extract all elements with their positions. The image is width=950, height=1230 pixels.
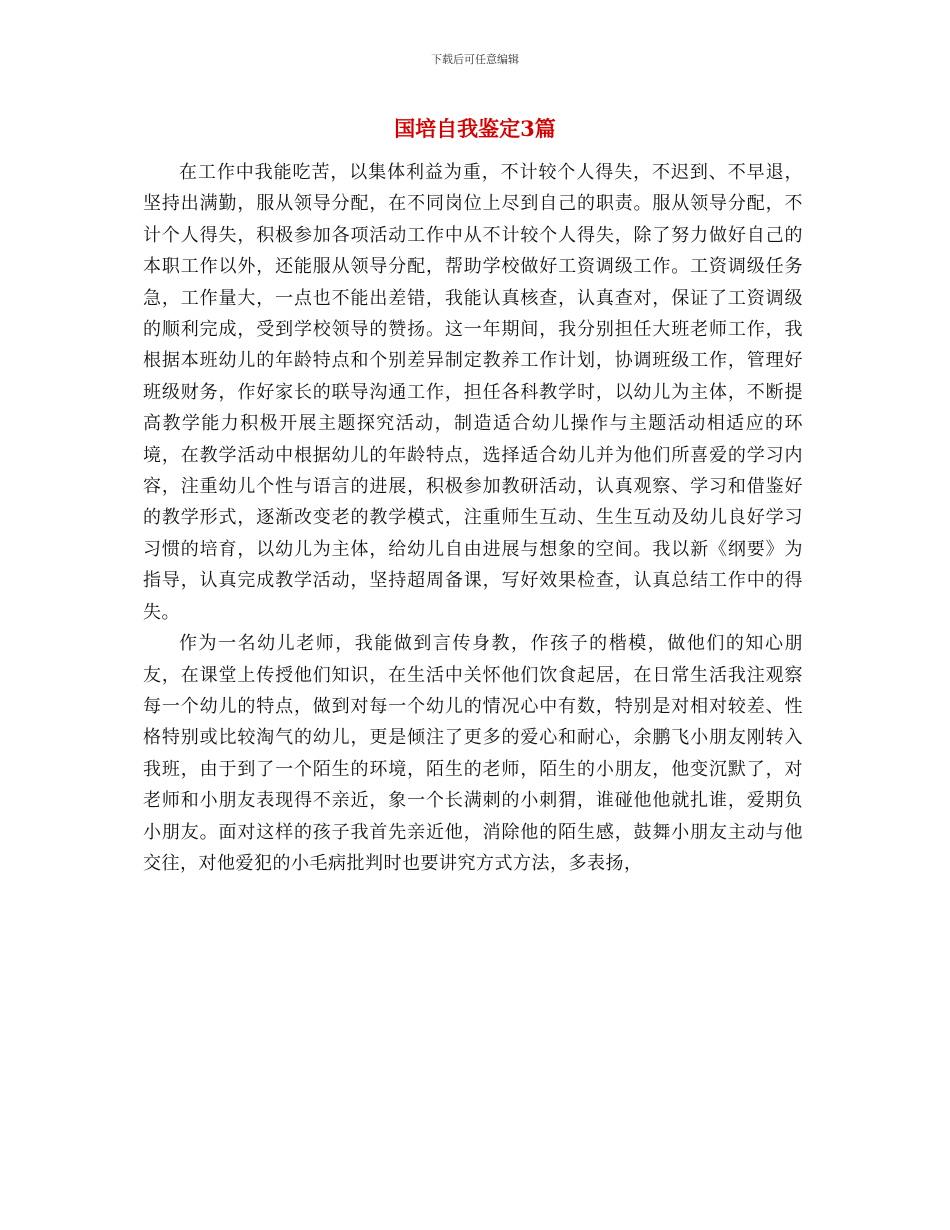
- document-title: 国培自我鉴定3篇: [394, 116, 556, 141]
- document-body: [143, 157, 803, 879]
- paragraph-1: 在工作中我能吃苦，以集体利益为重，不计较个人得失，不迟到、不早退，坚持出满勤，服从领导分配，在不同岗位上尽到自己的职责。服从领导分配，不计个人得失，积极参加各项活动工作中从不计较个人得失，除了努力做好自己的本职工作以外，还能服从领导分配，帮助学校做好工资调级工作。工资调级任务急，工作量大，一点也不能出差错，我能认真核查，认真查对，保证了工资调级的顺利完成，受到学校领导的赞扬。这一年期间，我分别担任大班老师工作，我根据本班幼儿的年龄特点和个别差异制定教养工作计划，协调班级工作，管理好班级财务，作好家长的联导沟通工作，担任各科教学时，以幼儿为主体，不断提高教学能力积极开展主题探究活动，制造适合幼儿操作与主题活动相适应的环境，在教学活动中根据幼儿的年龄特点，选择适合幼儿并为他们所喜爱的学习内容，注重幼儿个性与语言的进展，积极参加教研活动，认真观察、学习和借鉴好的教学形式，逐渐改变老的教学模式，注重师生互动、生生互动及幼儿良好学习习惯的培育，以幼儿为主体，给幼儿自由进展与想象的空间。我以新《纲要》为指导，认真完成教学活动，坚持超周备课，写好效果检查，认真总结工作中的得失。: [143, 162, 803, 623]
- paragraph-2: 作为一名幼儿老师，我能做到言传身教，作孩子的楷模，做他们的知心朋友，在课堂上传授他们知识，在生活中关怀他们饮食起居，在日常生活我注观察每一个幼儿的特点，做到对每一个幼儿的情况心中有数，特别是对相对较差、性格特别或比较淘气的幼儿，更是倾注了更多的爱心和耐心，余鹏飞小朋友刚转入我班，由于到了一个陌生的环境，陌生的老师，陌生的小朋友，他变沉默了，对老师和小朋友表现得不亲近，象一个长满刺的小刺猬，谁碰他他就扎谁，爱期负小朋友。面对这样的孩子我首先亲近他，消除他的陌生感，鼓舞小朋友主动与他交往，对他爱犯的小毛病批判时也要讲究方式方法，多表扬，: [143, 633, 803, 874]
- download-note: 下载后可任意编辑: [431, 53, 519, 66]
